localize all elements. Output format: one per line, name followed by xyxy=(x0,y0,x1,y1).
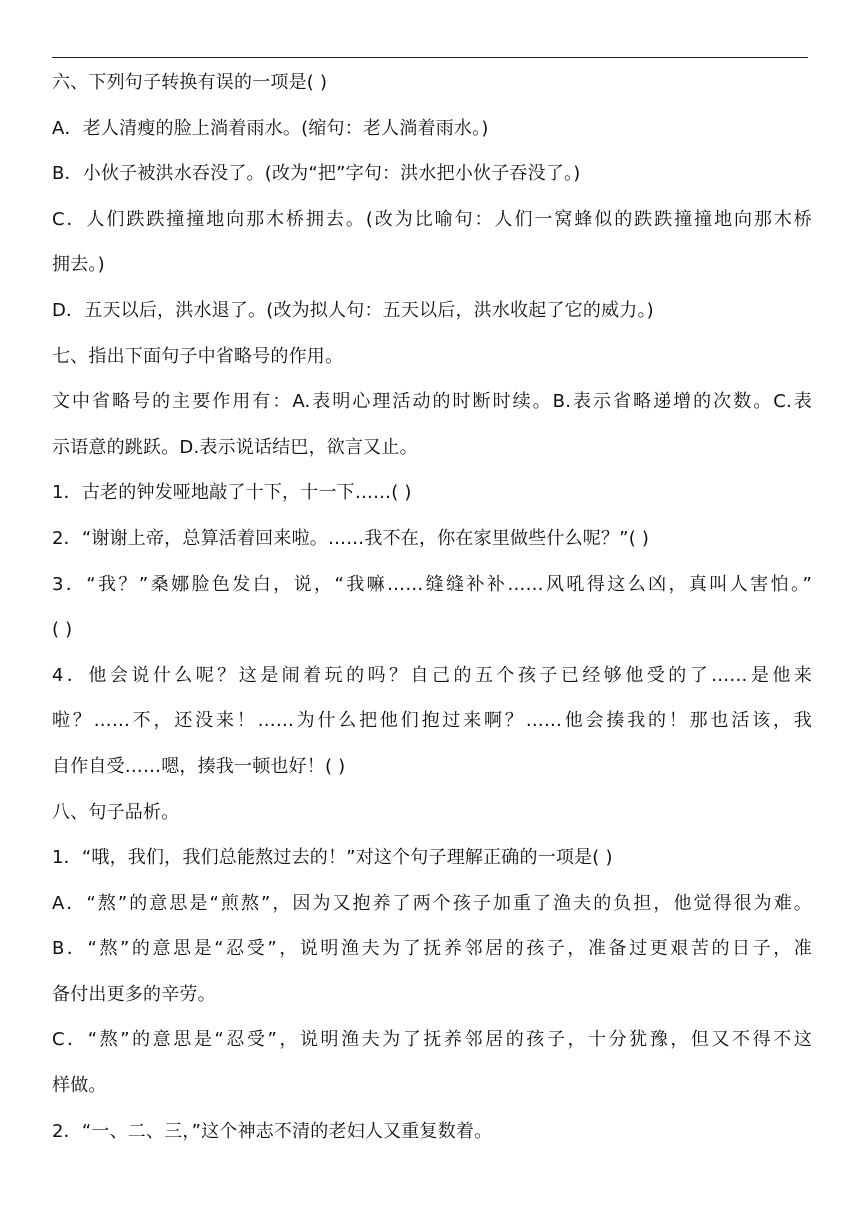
question-8-item-1-option-b: B．“熬”的意思是“忍受”，说明渔夫为了抚养邻居的孩子，准备过更艰苦的日子，准 xyxy=(52,938,812,960)
question-7-item-1: 1．古老的钟发哑地敲了十下，十一下……( ) xyxy=(52,482,412,504)
question-7-item-3-blank: ( ) xyxy=(52,619,73,641)
question-7-title: 七、指出下面句子中省略号的作用。 xyxy=(52,345,344,367)
question-7-item-3: 3．“我？”桑娜脸色发白，说，“我嘛……缝缝补补……风吼得这么凶，真叫人害怕。” xyxy=(52,573,812,595)
header-rule xyxy=(52,57,808,58)
question-7-item-2: 2．“谢谢上帝，总算活着回来啦。……我不在，你在家里做些什么呢？”( ) xyxy=(52,527,650,549)
question-6-option-a: A．老人清瘦的脸上淌着雨水。(缩句：老人淌着雨水。) xyxy=(52,117,489,139)
question-6-title: 六、下列句子转换有误的一项是( ) xyxy=(52,72,328,93)
question-7-intro: 文中省略号的主要作用有：A.表明心理活动的时断时续。B.表示省略递增的次数。C.表 xyxy=(52,391,812,413)
question-6-option-c-cont: 拥去。) xyxy=(52,254,105,276)
question-6-option-c: C．人们跌跌撞撞地向那木桥拥去。(改为比喻句：人们一窝蜂似的跌跌撞撞地向那木桥 xyxy=(52,208,812,230)
question-7-intro-cont: 示语意的跳跃。D.表示说话结巴，欲言又止。 xyxy=(52,436,418,458)
document-body xyxy=(52,60,812,1154)
question-8-item-1: 1．“哦，我们，我们总能熬过去的！”对这个句子理解正确的一项是( ) xyxy=(52,847,613,869)
question-8-item-1-option-b-cont: 备付出更多的辛劳。 xyxy=(52,983,216,1005)
question-7-item-4-cont: 啦？……不，还没来！……为什么把他们抱过来啊？……他会揍我的！那也活该，我 xyxy=(52,710,812,732)
question-7-item-4: 4．他会说什么呢？这是闹着玩的吗？自己的五个孩子已经够他受的了……是他来 xyxy=(52,664,812,686)
question-8-item-1-option-c-cont: 样做。 xyxy=(52,1075,107,1097)
question-8-item-2: 2．“一、二、三，”这个神志不清的老妇人又重复数着。 xyxy=(52,1120,493,1142)
question-6-option-b: B．小伙子被洪水吞没了。(改为“把”字句：洪水把小伙子吞没了。) xyxy=(52,163,581,185)
question-8-item-1-option-a: A．“熬”的意思是“煎熬”，因为又抱养了两个孩子加重了渔夫的负担，他觉得很为难。 xyxy=(52,892,812,914)
question-8-title: 八、句子品析。 xyxy=(52,801,180,823)
question-8-item-1-option-c: C．“熬”的意思是“忍受”，说明渔夫为了抚养邻居的孩子，十分犹豫，但又不得不这 xyxy=(52,1029,812,1051)
question-7-item-4-end: 自作自受……嗯，揍我一顿也好！( ) xyxy=(52,755,346,777)
question-6-option-d: D．五天以后，洪水退了。(改为拟人句：五天以后，洪水收起了它的威力。) xyxy=(52,299,654,321)
